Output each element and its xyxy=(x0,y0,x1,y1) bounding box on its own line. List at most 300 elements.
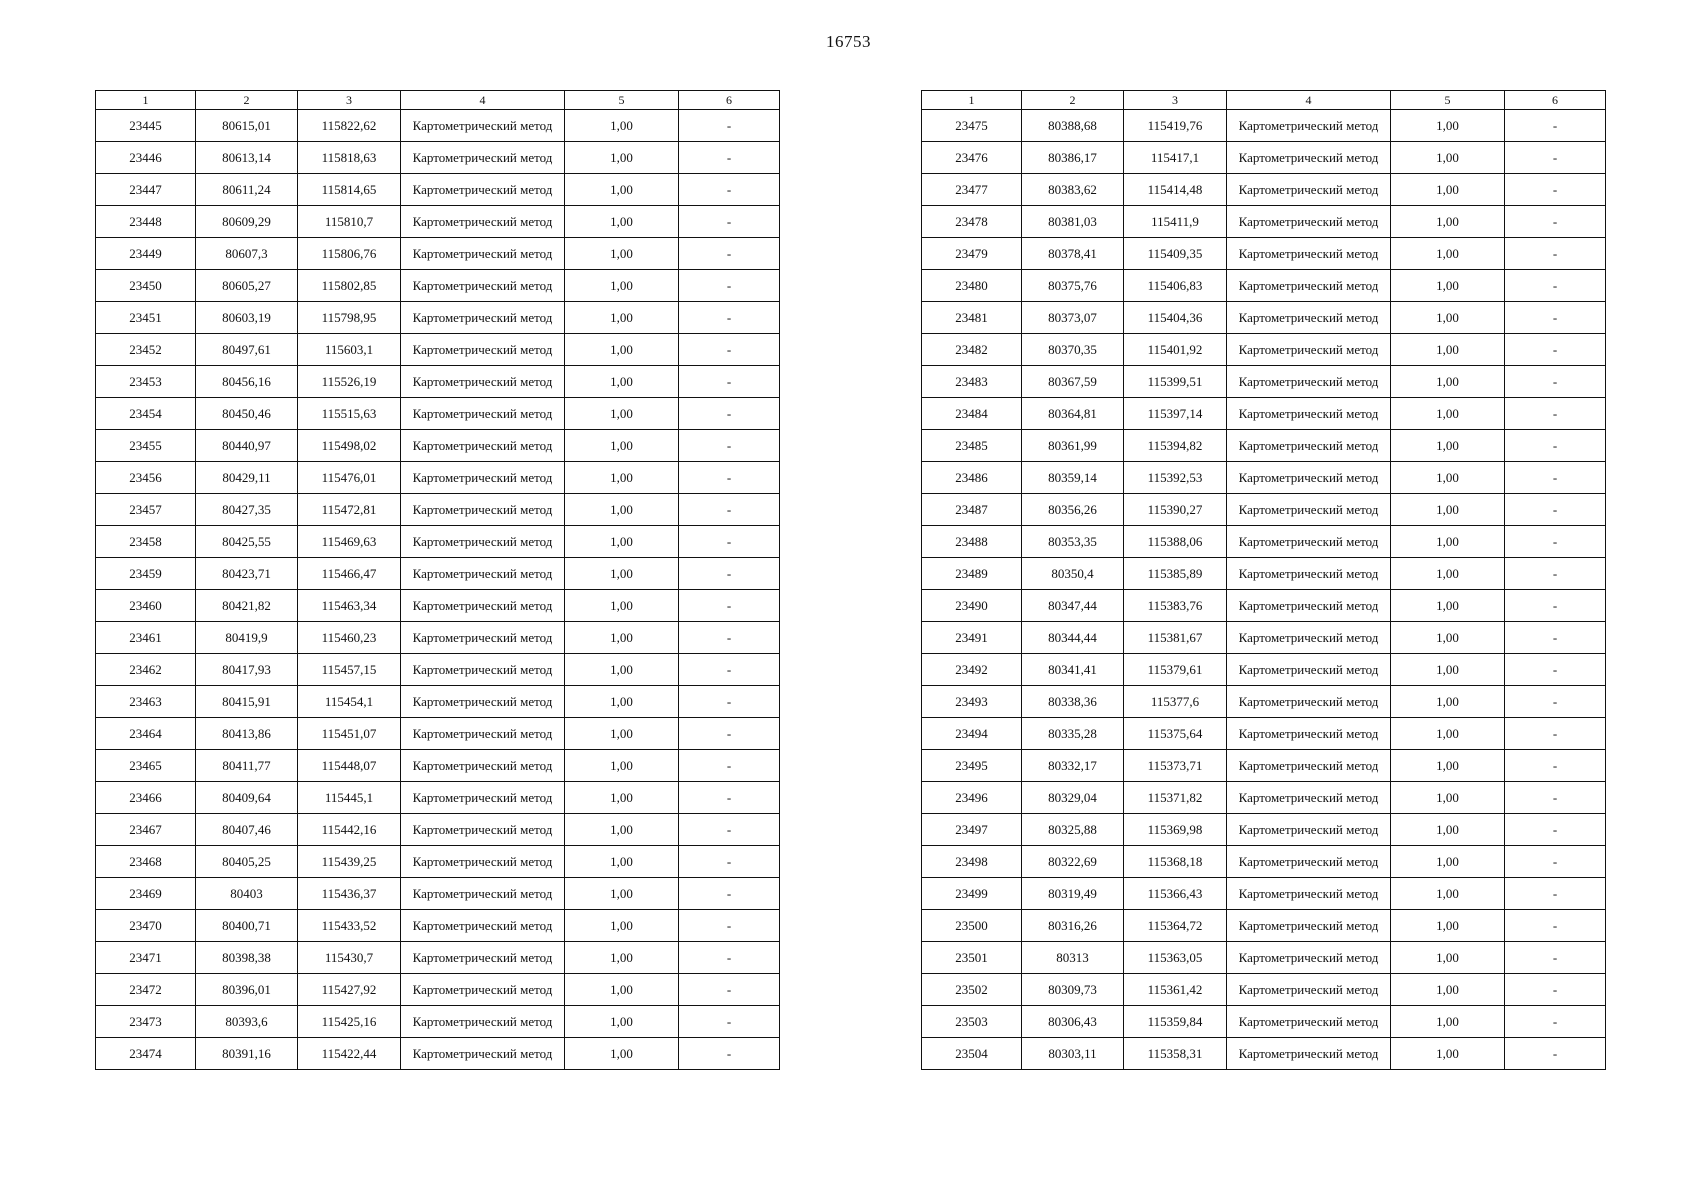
description-cell: - xyxy=(679,238,780,270)
point-number-cell: 23446 xyxy=(96,142,196,174)
y-coordinate-cell: 115430,7 xyxy=(298,942,401,974)
description-cell: - xyxy=(679,110,780,142)
point-number-cell: 23456 xyxy=(96,462,196,494)
description-cell: - xyxy=(1505,846,1606,878)
point-number-cell: 23503 xyxy=(922,1006,1022,1038)
point-number-cell: 23448 xyxy=(96,206,196,238)
x-coordinate-cell: 80421,82 xyxy=(196,590,298,622)
header-cell-4: 4 xyxy=(401,91,565,110)
x-coordinate-cell: 80419,9 xyxy=(196,622,298,654)
method-cell: Картометрический метод xyxy=(1227,878,1391,910)
accuracy-cell: 1,00 xyxy=(1391,270,1505,302)
accuracy-cell: 1,00 xyxy=(565,846,679,878)
x-coordinate-cell: 80425,55 xyxy=(196,526,298,558)
point-number-cell: 23493 xyxy=(922,686,1022,718)
description-cell: - xyxy=(679,686,780,718)
point-number-cell: 23450 xyxy=(96,270,196,302)
method-cell: Картометрический метод xyxy=(401,270,565,302)
point-number-cell: 23454 xyxy=(96,398,196,430)
description-cell: - xyxy=(1505,526,1606,558)
x-coordinate-cell: 80429,11 xyxy=(196,462,298,494)
y-coordinate-cell: 115806,76 xyxy=(298,238,401,270)
description-cell: - xyxy=(1505,142,1606,174)
point-number-cell: 23460 xyxy=(96,590,196,622)
method-cell: Картометрический метод xyxy=(1227,494,1391,526)
method-cell: Картометрический метод xyxy=(1227,750,1391,782)
method-cell: Картометрический метод xyxy=(401,686,565,718)
table-row xyxy=(922,846,1606,878)
point-number-cell: 23489 xyxy=(922,558,1022,590)
method-cell: Картометрический метод xyxy=(1227,270,1391,302)
y-coordinate-cell: 115366,43 xyxy=(1124,878,1227,910)
x-coordinate-cell: 80359,14 xyxy=(1022,462,1124,494)
x-coordinate-cell: 80609,29 xyxy=(196,206,298,238)
point-number-cell: 23504 xyxy=(922,1038,1022,1070)
description-cell: - xyxy=(1505,622,1606,654)
point-number-cell: 23490 xyxy=(922,590,1022,622)
description-cell: - xyxy=(679,462,780,494)
description-cell: - xyxy=(1505,654,1606,686)
x-coordinate-cell: 80319,49 xyxy=(1022,878,1124,910)
method-cell: Картометрический метод xyxy=(401,430,565,462)
method-cell: Картометрический метод xyxy=(1227,1038,1391,1070)
method-cell: Картометрический метод xyxy=(401,558,565,590)
table-row xyxy=(922,1006,1606,1038)
header-cell-5: 5 xyxy=(565,91,679,110)
accuracy-cell: 1,00 xyxy=(1391,590,1505,622)
point-number-cell: 23492 xyxy=(922,654,1022,686)
accuracy-cell: 1,00 xyxy=(565,654,679,686)
table-row xyxy=(96,366,780,398)
x-coordinate-cell: 80353,35 xyxy=(1022,526,1124,558)
description-cell: - xyxy=(1505,494,1606,526)
y-coordinate-cell: 115448,07 xyxy=(298,750,401,782)
y-coordinate-cell: 115457,15 xyxy=(298,654,401,686)
table-row xyxy=(96,910,780,942)
table-header-row xyxy=(922,91,1606,110)
x-coordinate-cell: 80332,17 xyxy=(1022,750,1124,782)
accuracy-cell: 1,00 xyxy=(565,1038,679,1070)
y-coordinate-cell: 115364,72 xyxy=(1124,910,1227,942)
x-coordinate-cell: 80383,62 xyxy=(1022,174,1124,206)
y-coordinate-cell: 115814,65 xyxy=(298,174,401,206)
table-row xyxy=(922,686,1606,718)
y-coordinate-cell: 115411,9 xyxy=(1124,206,1227,238)
table-row xyxy=(96,622,780,654)
accuracy-cell: 1,00 xyxy=(565,398,679,430)
point-number-cell: 23494 xyxy=(922,718,1022,750)
method-cell: Картометрический метод xyxy=(1227,1006,1391,1038)
y-coordinate-cell: 115385,89 xyxy=(1124,558,1227,590)
point-number-cell: 23477 xyxy=(922,174,1022,206)
x-coordinate-cell: 80417,93 xyxy=(196,654,298,686)
y-coordinate-cell: 115476,01 xyxy=(298,462,401,494)
header-cell-2: 2 xyxy=(196,91,298,110)
point-number-cell: 23449 xyxy=(96,238,196,270)
point-number-cell: 23500 xyxy=(922,910,1022,942)
table-row xyxy=(922,910,1606,942)
x-coordinate-cell: 80364,81 xyxy=(1022,398,1124,430)
x-coordinate-cell: 80611,24 xyxy=(196,174,298,206)
accuracy-cell: 1,00 xyxy=(1391,942,1505,974)
point-number-cell: 23502 xyxy=(922,974,1022,1006)
accuracy-cell: 1,00 xyxy=(565,686,679,718)
accuracy-cell: 1,00 xyxy=(1391,494,1505,526)
accuracy-cell: 1,00 xyxy=(1391,142,1505,174)
description-cell: - xyxy=(679,942,780,974)
x-coordinate-cell: 80393,6 xyxy=(196,1006,298,1038)
method-cell: Картометрический метод xyxy=(401,238,565,270)
method-cell: Картометрический метод xyxy=(1227,814,1391,846)
table-row xyxy=(922,334,1606,366)
method-cell: Картометрический метод xyxy=(1227,110,1391,142)
description-cell: - xyxy=(1505,238,1606,270)
table-row xyxy=(96,878,780,910)
description-cell: - xyxy=(1505,462,1606,494)
accuracy-cell: 1,00 xyxy=(1391,1038,1505,1070)
table-row xyxy=(96,174,780,206)
y-coordinate-cell: 115439,25 xyxy=(298,846,401,878)
table-row xyxy=(96,974,780,1006)
description-cell: - xyxy=(1505,1038,1606,1070)
method-cell: Картометрический метод xyxy=(401,206,565,238)
description-cell: - xyxy=(679,206,780,238)
table-row xyxy=(96,334,780,366)
method-cell: Картометрический метод xyxy=(401,846,565,878)
header-cell-2: 2 xyxy=(1022,91,1124,110)
method-cell: Картометрический метод xyxy=(401,654,565,686)
x-coordinate-cell: 80411,77 xyxy=(196,750,298,782)
description-cell: - xyxy=(1505,974,1606,1006)
point-number-cell: 23501 xyxy=(922,942,1022,974)
accuracy-cell: 1,00 xyxy=(565,142,679,174)
y-coordinate-cell: 115397,14 xyxy=(1124,398,1227,430)
method-cell: Картометрический метод xyxy=(401,750,565,782)
point-number-cell: 23497 xyxy=(922,814,1022,846)
y-coordinate-cell: 115379,61 xyxy=(1124,654,1227,686)
table-row xyxy=(96,462,780,494)
y-coordinate-cell: 115358,31 xyxy=(1124,1038,1227,1070)
point-number-cell: 23476 xyxy=(922,142,1022,174)
table-row xyxy=(96,1038,780,1070)
point-number-cell: 23496 xyxy=(922,782,1022,814)
y-coordinate-cell: 115406,83 xyxy=(1124,270,1227,302)
point-number-cell: 23461 xyxy=(96,622,196,654)
table-row xyxy=(922,270,1606,302)
table-row xyxy=(96,718,780,750)
x-coordinate-cell: 80407,46 xyxy=(196,814,298,846)
x-coordinate-cell: 80403 xyxy=(196,878,298,910)
y-coordinate-cell: 115417,1 xyxy=(1124,142,1227,174)
y-coordinate-cell: 115798,95 xyxy=(298,302,401,334)
y-coordinate-cell: 115422,44 xyxy=(298,1038,401,1070)
method-cell: Картометрический метод xyxy=(1227,782,1391,814)
description-cell: - xyxy=(679,654,780,686)
description-cell: - xyxy=(679,622,780,654)
method-cell: Картометрический метод xyxy=(1227,622,1391,654)
y-coordinate-cell: 115454,1 xyxy=(298,686,401,718)
y-coordinate-cell: 115373,71 xyxy=(1124,750,1227,782)
y-coordinate-cell: 115409,35 xyxy=(1124,238,1227,270)
description-cell: - xyxy=(1505,334,1606,366)
point-number-cell: 23491 xyxy=(922,622,1022,654)
y-coordinate-cell: 115381,67 xyxy=(1124,622,1227,654)
y-coordinate-cell: 115369,98 xyxy=(1124,814,1227,846)
table-row xyxy=(96,238,780,270)
method-cell: Картометрический метод xyxy=(401,814,565,846)
accuracy-cell: 1,00 xyxy=(565,430,679,462)
accuracy-cell: 1,00 xyxy=(565,558,679,590)
accuracy-cell: 1,00 xyxy=(565,718,679,750)
x-coordinate-cell: 80615,01 xyxy=(196,110,298,142)
table-row xyxy=(922,718,1606,750)
accuracy-cell: 1,00 xyxy=(1391,110,1505,142)
accuracy-cell: 1,00 xyxy=(1391,206,1505,238)
description-cell: - xyxy=(1505,398,1606,430)
accuracy-cell: 1,00 xyxy=(1391,238,1505,270)
point-number-cell: 23457 xyxy=(96,494,196,526)
x-coordinate-cell: 80413,86 xyxy=(196,718,298,750)
accuracy-cell: 1,00 xyxy=(1391,782,1505,814)
method-cell: Картометрический метод xyxy=(401,878,565,910)
x-coordinate-cell: 80338,36 xyxy=(1022,686,1124,718)
table-row xyxy=(96,526,780,558)
description-cell: - xyxy=(1505,750,1606,782)
point-number-cell: 23465 xyxy=(96,750,196,782)
y-coordinate-cell: 115498,02 xyxy=(298,430,401,462)
accuracy-cell: 1,00 xyxy=(1391,718,1505,750)
table-row xyxy=(96,1006,780,1038)
method-cell: Картометрический метод xyxy=(1227,206,1391,238)
x-coordinate-cell: 80306,43 xyxy=(1022,1006,1124,1038)
point-number-cell: 23478 xyxy=(922,206,1022,238)
table-row xyxy=(96,430,780,462)
x-coordinate-cell: 80303,11 xyxy=(1022,1038,1124,1070)
method-cell: Картометрический метод xyxy=(1227,174,1391,206)
x-coordinate-cell: 80427,35 xyxy=(196,494,298,526)
y-coordinate-cell: 115436,37 xyxy=(298,878,401,910)
x-coordinate-cell: 80370,35 xyxy=(1022,334,1124,366)
point-number-cell: 23469 xyxy=(96,878,196,910)
method-cell: Картометрический метод xyxy=(1227,974,1391,1006)
description-cell: - xyxy=(679,302,780,334)
accuracy-cell: 1,00 xyxy=(565,526,679,558)
method-cell: Картометрический метод xyxy=(401,302,565,334)
y-coordinate-cell: 115802,85 xyxy=(298,270,401,302)
y-coordinate-cell: 115377,6 xyxy=(1124,686,1227,718)
description-cell: - xyxy=(679,494,780,526)
y-coordinate-cell: 115472,81 xyxy=(298,494,401,526)
accuracy-cell: 1,00 xyxy=(1391,622,1505,654)
accuracy-cell: 1,00 xyxy=(565,334,679,366)
point-number-cell: 23486 xyxy=(922,462,1022,494)
y-coordinate-cell: 115818,63 xyxy=(298,142,401,174)
method-cell: Картометрический метод xyxy=(401,1038,565,1070)
description-cell: - xyxy=(1505,910,1606,942)
method-cell: Картометрический метод xyxy=(401,1006,565,1038)
point-number-cell: 23498 xyxy=(922,846,1022,878)
x-coordinate-cell: 80409,64 xyxy=(196,782,298,814)
description-cell: - xyxy=(679,750,780,782)
table-row xyxy=(96,398,780,430)
table-row xyxy=(922,654,1606,686)
description-cell: - xyxy=(679,878,780,910)
table-row xyxy=(96,110,780,142)
method-cell: Картометрический метод xyxy=(1227,686,1391,718)
accuracy-cell: 1,00 xyxy=(1391,526,1505,558)
y-coordinate-cell: 115427,92 xyxy=(298,974,401,1006)
method-cell: Картометрический метод xyxy=(1227,526,1391,558)
header-cell-1: 1 xyxy=(922,91,1022,110)
description-cell: - xyxy=(679,270,780,302)
y-coordinate-cell: 115394,82 xyxy=(1124,430,1227,462)
x-coordinate-cell: 80350,4 xyxy=(1022,558,1124,590)
description-cell: - xyxy=(1505,302,1606,334)
x-coordinate-cell: 80373,07 xyxy=(1022,302,1124,334)
method-cell: Картометрический метод xyxy=(1227,430,1391,462)
y-coordinate-cell: 115363,05 xyxy=(1124,942,1227,974)
table-row xyxy=(922,526,1606,558)
table-row xyxy=(922,942,1606,974)
method-cell: Картометрический метод xyxy=(401,718,565,750)
table-row xyxy=(922,174,1606,206)
x-coordinate-cell: 80378,41 xyxy=(1022,238,1124,270)
accuracy-cell: 1,00 xyxy=(565,878,679,910)
accuracy-cell: 1,00 xyxy=(1391,174,1505,206)
point-number-cell: 23447 xyxy=(96,174,196,206)
description-cell: - xyxy=(679,590,780,622)
header-cell-3: 3 xyxy=(298,91,401,110)
table-row xyxy=(922,142,1606,174)
table-row xyxy=(922,878,1606,910)
x-coordinate-cell: 80367,59 xyxy=(1022,366,1124,398)
y-coordinate-cell: 115433,52 xyxy=(298,910,401,942)
x-coordinate-cell: 80386,17 xyxy=(1022,142,1124,174)
method-cell: Картометрический метод xyxy=(1227,366,1391,398)
description-cell: - xyxy=(1505,110,1606,142)
y-coordinate-cell: 115425,16 xyxy=(298,1006,401,1038)
method-cell: Картометрический метод xyxy=(401,942,565,974)
y-coordinate-cell: 115414,48 xyxy=(1124,174,1227,206)
y-coordinate-cell: 115419,76 xyxy=(1124,110,1227,142)
description-cell: - xyxy=(679,782,780,814)
y-coordinate-cell: 115399,51 xyxy=(1124,366,1227,398)
point-number-cell: 23483 xyxy=(922,366,1022,398)
accuracy-cell: 1,00 xyxy=(565,750,679,782)
table-row xyxy=(96,814,780,846)
header-cell-5: 5 xyxy=(1391,91,1505,110)
x-coordinate-cell: 80607,3 xyxy=(196,238,298,270)
y-coordinate-cell: 115442,16 xyxy=(298,814,401,846)
description-cell: - xyxy=(1505,430,1606,462)
y-coordinate-cell: 115515,63 xyxy=(298,398,401,430)
table-row xyxy=(96,782,780,814)
description-cell: - xyxy=(1505,942,1606,974)
accuracy-cell: 1,00 xyxy=(565,974,679,1006)
y-coordinate-cell: 115466,47 xyxy=(298,558,401,590)
x-coordinate-cell: 80613,14 xyxy=(196,142,298,174)
method-cell: Картометрический метод xyxy=(401,910,565,942)
description-cell: - xyxy=(679,430,780,462)
table-row xyxy=(922,366,1606,398)
y-coordinate-cell: 115460,23 xyxy=(298,622,401,654)
x-coordinate-cell: 80440,97 xyxy=(196,430,298,462)
table-header-row xyxy=(96,91,780,110)
method-cell: Картометрический метод xyxy=(401,974,565,1006)
table-row xyxy=(96,558,780,590)
table-row xyxy=(96,750,780,782)
table-row xyxy=(96,302,780,334)
accuracy-cell: 1,00 xyxy=(565,814,679,846)
point-number-cell: 23463 xyxy=(96,686,196,718)
point-number-cell: 23487 xyxy=(922,494,1022,526)
accuracy-cell: 1,00 xyxy=(565,910,679,942)
x-coordinate-cell: 80313 xyxy=(1022,942,1124,974)
accuracy-cell: 1,00 xyxy=(1391,686,1505,718)
x-coordinate-cell: 80388,68 xyxy=(1022,110,1124,142)
description-cell: - xyxy=(679,910,780,942)
method-cell: Картометрический метод xyxy=(401,110,565,142)
description-cell: - xyxy=(1505,1006,1606,1038)
point-number-cell: 23485 xyxy=(922,430,1022,462)
description-cell: - xyxy=(679,1006,780,1038)
accuracy-cell: 1,00 xyxy=(565,782,679,814)
description-cell: - xyxy=(1505,590,1606,622)
table-row xyxy=(922,206,1606,238)
y-coordinate-cell: 115451,07 xyxy=(298,718,401,750)
accuracy-cell: 1,00 xyxy=(1391,558,1505,590)
accuracy-cell: 1,00 xyxy=(565,462,679,494)
description-cell: - xyxy=(1505,206,1606,238)
y-coordinate-cell: 115469,63 xyxy=(298,526,401,558)
point-number-cell: 23474 xyxy=(96,1038,196,1070)
description-cell: - xyxy=(679,1038,780,1070)
accuracy-cell: 1,00 xyxy=(1391,430,1505,462)
point-number-cell: 23458 xyxy=(96,526,196,558)
point-number-cell: 23472 xyxy=(96,974,196,1006)
x-coordinate-cell: 80605,27 xyxy=(196,270,298,302)
point-number-cell: 23484 xyxy=(922,398,1022,430)
coordinates-table-left xyxy=(95,90,780,1070)
method-cell: Картометрический метод xyxy=(1227,302,1391,334)
point-number-cell: 23488 xyxy=(922,526,1022,558)
point-number-cell: 23455 xyxy=(96,430,196,462)
method-cell: Картометрический метод xyxy=(1227,718,1391,750)
point-number-cell: 23467 xyxy=(96,814,196,846)
description-cell: - xyxy=(1505,174,1606,206)
accuracy-cell: 1,00 xyxy=(1391,974,1505,1006)
description-cell: - xyxy=(679,814,780,846)
table-row xyxy=(922,494,1606,526)
x-coordinate-cell: 80405,25 xyxy=(196,846,298,878)
method-cell: Картометрический метод xyxy=(1227,462,1391,494)
point-number-cell: 23470 xyxy=(96,910,196,942)
accuracy-cell: 1,00 xyxy=(565,270,679,302)
x-coordinate-cell: 80335,28 xyxy=(1022,718,1124,750)
y-coordinate-cell: 115404,36 xyxy=(1124,302,1227,334)
description-cell: - xyxy=(1505,366,1606,398)
method-cell: Картометрический метод xyxy=(1227,398,1391,430)
accuracy-cell: 1,00 xyxy=(1391,334,1505,366)
method-cell: Картометрический метод xyxy=(401,494,565,526)
y-coordinate-cell: 115390,27 xyxy=(1124,494,1227,526)
description-cell: - xyxy=(679,366,780,398)
method-cell: Картометрический метод xyxy=(401,398,565,430)
accuracy-cell: 1,00 xyxy=(1391,878,1505,910)
table-row xyxy=(96,142,780,174)
table-row xyxy=(922,814,1606,846)
y-coordinate-cell: 115371,82 xyxy=(1124,782,1227,814)
